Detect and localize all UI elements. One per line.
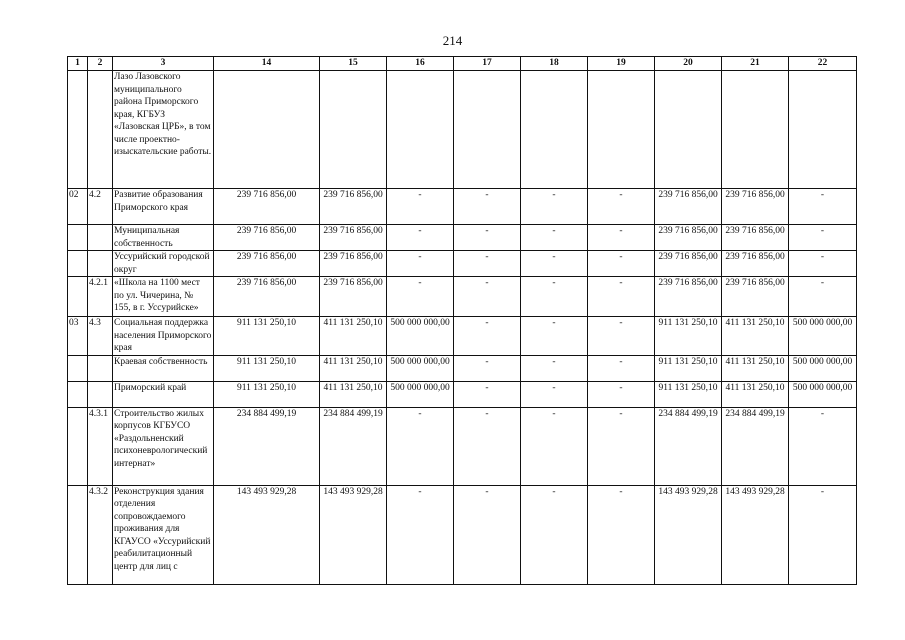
table-cell-col-14: 239 716 856,00 <box>214 225 320 251</box>
table-cell-col-15: 239 716 856,00 <box>320 277 387 317</box>
table-row <box>68 189 857 225</box>
table-cell-col-22: 500 000 000,00 <box>789 381 857 407</box>
table-cell-col-17: - <box>454 277 521 317</box>
table-cell-descol-: Реконструкция здания отделения сопровождаемого проживания для КГАУСО «Уссурийский реабилитационный центр для лиц с <box>113 485 214 584</box>
table-cell-col-15: 239 716 856,00 <box>320 225 387 251</box>
table-row <box>68 277 857 317</box>
table-cell-col-22: - <box>789 407 857 485</box>
table-row <box>68 225 857 251</box>
table-cell-col-15 <box>320 71 387 189</box>
table-body <box>68 71 857 585</box>
table-cell-col-2: 4.3 <box>88 317 113 356</box>
table-row <box>68 251 857 277</box>
table-cell-col-15: 239 716 856,00 <box>320 251 387 277</box>
table-cell-col-19: - <box>588 317 655 356</box>
table-cell-col-1 <box>68 381 88 407</box>
budget-table <box>67 56 857 585</box>
table-cell-col-17: - <box>454 381 521 407</box>
table-cell-col-22: - <box>789 189 857 225</box>
table-cell-col-18: - <box>521 355 588 381</box>
table-cell-descol-: Муниципальная собственность <box>113 225 214 251</box>
table-cell-col-21: 239 716 856,00 <box>722 251 789 277</box>
table-cell-col-21: 411 131 250,10 <box>722 317 789 356</box>
table-cell-col-2: 4.2 <box>88 189 113 225</box>
table-cell-col-18: - <box>521 225 588 251</box>
table-cell-col-15: 411 131 250,10 <box>320 381 387 407</box>
column-header: 20 <box>655 57 722 71</box>
table-cell-col-20: 911 131 250,10 <box>655 317 722 356</box>
table-cell-col-1 <box>68 225 88 251</box>
table-cell-descol-: Развитие образования Приморского края <box>113 189 214 225</box>
table-cell-col-20: 143 493 929,28 <box>655 485 722 584</box>
table-row <box>68 71 857 189</box>
table-cell-col-2 <box>88 225 113 251</box>
table-cell-col-16: - <box>387 485 454 584</box>
column-header: 16 <box>387 57 454 71</box>
page-number: 214 <box>442 33 463 48</box>
table-cell-col-17 <box>454 71 521 189</box>
table-cell-col-14: 143 493 929,28 <box>214 485 320 584</box>
table-cell-col-1 <box>68 71 88 189</box>
table-cell-col-18 <box>521 71 588 189</box>
table-cell-col-17: - <box>454 225 521 251</box>
table-cell-col-16: 500 000 000,00 <box>387 317 454 356</box>
table-cell-col-1: 03 <box>68 317 88 356</box>
table-cell-col-2: 4.2.1 <box>88 277 113 317</box>
table-cell-col-21: 239 716 856,00 <box>722 277 789 317</box>
table-cell-col-17: - <box>454 189 521 225</box>
table-cell-col-20 <box>655 71 722 189</box>
table-cell-descol-: Строительство жилых корпусов КГБУСО «Раздольненский психоневрологический интернат» <box>113 407 214 485</box>
table-cell-col-18: - <box>521 189 588 225</box>
table-cell-col-20: 239 716 856,00 <box>655 189 722 225</box>
table-cell-col-16: 500 000 000,00 <box>387 381 454 407</box>
column-header: 1 <box>68 57 88 71</box>
table-cell-col-21: 234 884 499,19 <box>722 407 789 485</box>
table-cell-descol-: Социальная поддержка населения Приморского края <box>113 317 214 356</box>
table-cell-col-18: - <box>521 485 588 584</box>
header-row <box>68 57 857 71</box>
table-cell-col-22: - <box>789 485 857 584</box>
table-cell-col-22: - <box>789 225 857 251</box>
table-cell-col-1 <box>68 485 88 584</box>
table-cell-col-21 <box>722 71 789 189</box>
table-cell-col-15: 239 716 856,00 <box>320 189 387 225</box>
table-cell-col-1 <box>68 355 88 381</box>
table-cell-col-21: 239 716 856,00 <box>722 225 789 251</box>
table-row <box>68 355 857 381</box>
table-cell-col-18: - <box>521 381 588 407</box>
table-cell-col-14 <box>214 71 320 189</box>
table-cell-col-18: - <box>521 277 588 317</box>
table-cell-col-1 <box>68 407 88 485</box>
table-cell-col-19 <box>588 71 655 189</box>
table-cell-col-19: - <box>588 225 655 251</box>
table-cell-col-14: 911 131 250,10 <box>214 381 320 407</box>
table-row <box>68 407 857 485</box>
table-cell-col-20: 911 131 250,10 <box>655 355 722 381</box>
column-header: 17 <box>454 57 521 71</box>
table-cell-col-15: 234 884 499,19 <box>320 407 387 485</box>
table-cell-col-22 <box>789 71 857 189</box>
column-header: 14 <box>214 57 320 71</box>
table-cell-col-22: 500 000 000,00 <box>789 355 857 381</box>
table-cell-descol-: Приморский край <box>113 381 214 407</box>
column-header: 18 <box>521 57 588 71</box>
column-header: 21 <box>722 57 789 71</box>
table-cell-col-22: - <box>789 277 857 317</box>
table-row <box>68 381 857 407</box>
table-cell-col-2 <box>88 71 113 189</box>
table-cell-col-15: 143 493 929,28 <box>320 485 387 584</box>
table-cell-descol-: Краевая собственность <box>113 355 214 381</box>
table-cell-descol-: Уссурийский городской округ <box>113 251 214 277</box>
table-cell-col-20: 239 716 856,00 <box>655 277 722 317</box>
column-header: 3 <box>113 57 214 71</box>
table-cell-col-16: - <box>387 189 454 225</box>
table-cell-col-2: 4.3.1 <box>88 407 113 485</box>
table-cell-col-16: - <box>387 225 454 251</box>
table-cell-col-16 <box>387 71 454 189</box>
table-cell-col-18: - <box>521 251 588 277</box>
table-cell-col-21: 239 716 856,00 <box>722 189 789 225</box>
table-row <box>68 317 857 356</box>
table-cell-col-1 <box>68 277 88 317</box>
table-cell-col-19: - <box>588 485 655 584</box>
table-cell-col-14: 911 131 250,10 <box>214 317 320 356</box>
column-header: 22 <box>789 57 857 71</box>
table-cell-col-17: - <box>454 355 521 381</box>
table-cell-col-17: - <box>454 251 521 277</box>
table-cell-col-19: - <box>588 277 655 317</box>
table-cell-col-19: - <box>588 189 655 225</box>
column-header: 2 <box>88 57 113 71</box>
table-cell-col-14: 234 884 499,19 <box>214 407 320 485</box>
table-cell-descol-: «Школа на 1100 мест по ул. Чичерина, № 155, в г. Уссурийске» <box>113 277 214 317</box>
table-cell-col-16: 500 000 000,00 <box>387 355 454 381</box>
table-cell-col-2 <box>88 381 113 407</box>
column-header: 19 <box>588 57 655 71</box>
table-cell-col-16: - <box>387 407 454 485</box>
table-cell-col-14: 239 716 856,00 <box>214 277 320 317</box>
table-cell-col-16: - <box>387 277 454 317</box>
table-cell-col-17: - <box>454 317 521 356</box>
table-cell-col-1: 02 <box>68 189 88 225</box>
table-cell-col-19: - <box>588 355 655 381</box>
table-cell-col-21: 411 131 250,10 <box>722 381 789 407</box>
table-cell-col-20: 239 716 856,00 <box>655 251 722 277</box>
table-cell-col-20: 239 716 856,00 <box>655 225 722 251</box>
table-cell-col-18: - <box>521 317 588 356</box>
table-cell-col-18: - <box>521 407 588 485</box>
table-cell-col-15: 411 131 250,10 <box>320 317 387 356</box>
table-cell-col-2 <box>88 355 113 381</box>
table-cell-col-21: 143 493 929,28 <box>722 485 789 584</box>
table-cell-col-2 <box>88 251 113 277</box>
table-cell-col-20: 911 131 250,10 <box>655 381 722 407</box>
table-cell-col-22: - <box>789 251 857 277</box>
table-cell-col-19: - <box>588 251 655 277</box>
table-cell-col-17: - <box>454 485 521 584</box>
table-cell-col-19: - <box>588 381 655 407</box>
table-cell-col-20: 234 884 499,19 <box>655 407 722 485</box>
table-cell-col-21: 411 131 250,10 <box>722 355 789 381</box>
table-row <box>68 485 857 584</box>
column-header: 15 <box>320 57 387 71</box>
table-cell-col-14: 239 716 856,00 <box>214 251 320 277</box>
table-cell-col-22: 500 000 000,00 <box>789 317 857 356</box>
table-cell-descol-: Лазо Лазовского муниципального района Приморского края, КГБУЗ «Лазовская ЦРБ», в том числе проектно-изыскательские работы. <box>113 71 214 189</box>
table-cell-col-2: 4.3.2 <box>88 485 113 584</box>
table-cell-col-19: - <box>588 407 655 485</box>
table-cell-col-14: 239 716 856,00 <box>214 189 320 225</box>
table-cell-col-1 <box>68 251 88 277</box>
table-cell-col-16: - <box>387 251 454 277</box>
table-cell-col-17: - <box>454 407 521 485</box>
table-cell-col-14: 911 131 250,10 <box>214 355 320 381</box>
table-cell-col-15: 411 131 250,10 <box>320 355 387 381</box>
